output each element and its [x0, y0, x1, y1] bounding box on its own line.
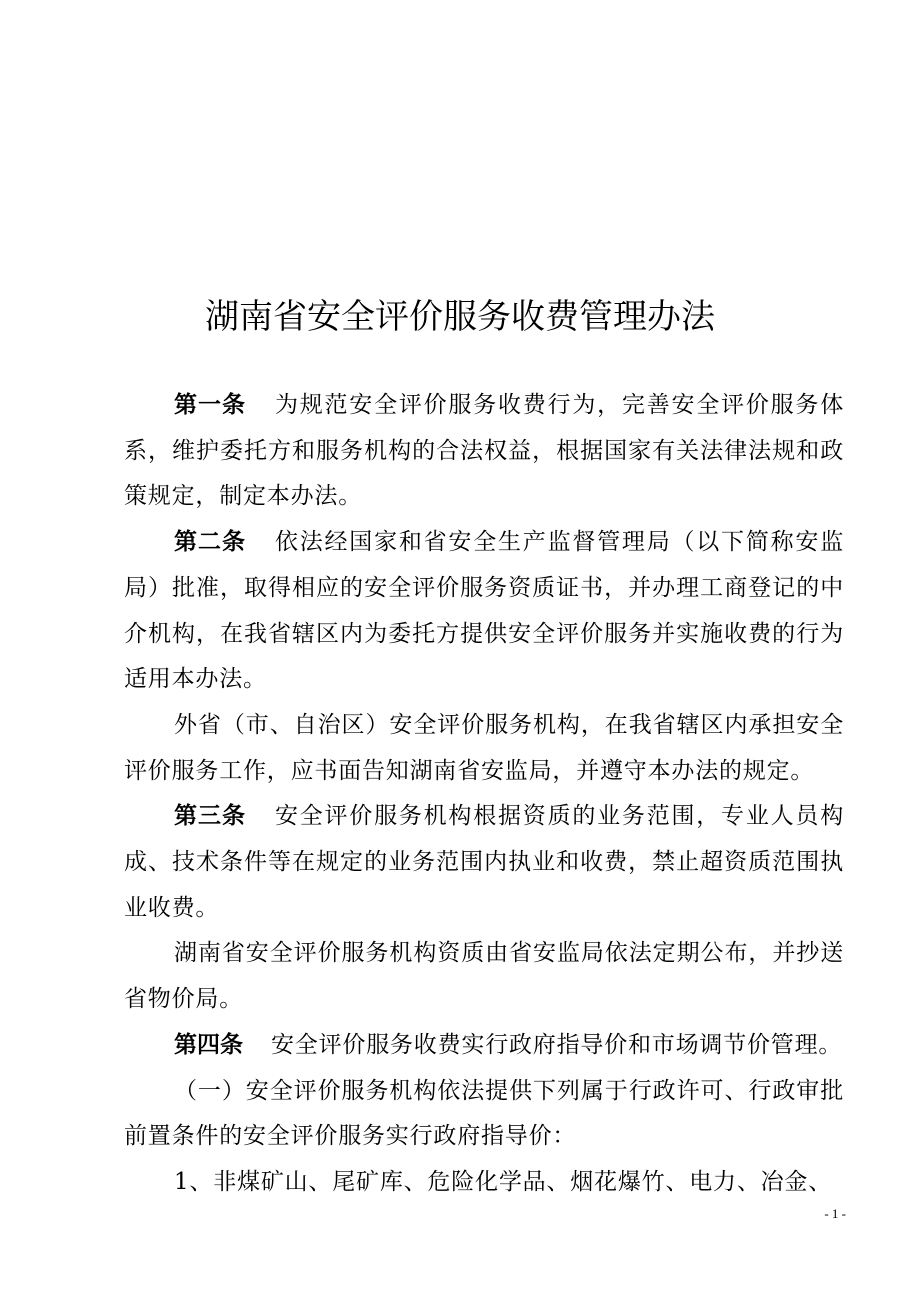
paragraph-text: 依法经国家和省安全生产监督管理局（以下简称安监局）批准，取得相应的安全评价服务资质证书，并办理工商登记的中介机构，在我省辖区内为委托方提供安全评价服务并实施收费的行为适用本办法。 [124, 529, 844, 693]
document-body [124, 383, 844, 1206]
paragraph-text: 湖南省安全评价服务机构资质由省安监局依法定期公布，并抄送省物价局。 [124, 940, 844, 1013]
article-label: 第一条 [174, 392, 246, 418]
paragraph-article-2 [124, 520, 844, 703]
paragraph-article-3 [124, 794, 844, 931]
paragraph-article-4 [124, 1023, 844, 1069]
document-title: 湖南省安全评价服务收费管理办法 [205, 297, 715, 337]
paragraph-text: 为规范安全评价服务收费行为，完善安全评价服务体系，维护委托方和服务机构的合法权益，根据国家有关法律法规和政策规定，制定本办法。 [124, 392, 844, 510]
page-number: - 1 - [824, 1206, 846, 1221]
paragraph-article-4-item-1 [124, 1069, 844, 1160]
article-label: 第三条 [174, 803, 246, 830]
article-label: 第四条 [174, 1031, 243, 1058]
paragraph-text: 外省（市、自治区）安全评价服务机构，在我省辖区内承担安全评价服务工作，应书面告知湖南省安监局，并遵守本办法的规定。 [124, 711, 844, 784]
article-label: 第二条 [174, 529, 246, 556]
paragraph-article-3-sub [124, 931, 844, 1022]
paragraph-text: 安全评价服务收费实行政府指导价和市场调节价管理。 [271, 1031, 843, 1058]
paragraph-article-2-sub [124, 703, 844, 794]
paragraph-article-1 [124, 383, 844, 520]
paragraph-article-4-item-1-1 [124, 1160, 844, 1206]
paragraph-text: 1、非煤矿山、尾矿库、危险化学品、烟花爆竹、电力、冶金、 [174, 1168, 833, 1195]
paragraph-text: （一）安全评价服务机构依法提供下列属于行政许可、行政审批前置条件的安全评价服务实行政府指导价： [124, 1077, 844, 1150]
paragraph-text: 安全评价服务机构根据资质的业务范围，专业人员构成、技术条件等在规定的业务范围内执业和收费，禁止超资质范围执业收费。 [124, 803, 844, 921]
